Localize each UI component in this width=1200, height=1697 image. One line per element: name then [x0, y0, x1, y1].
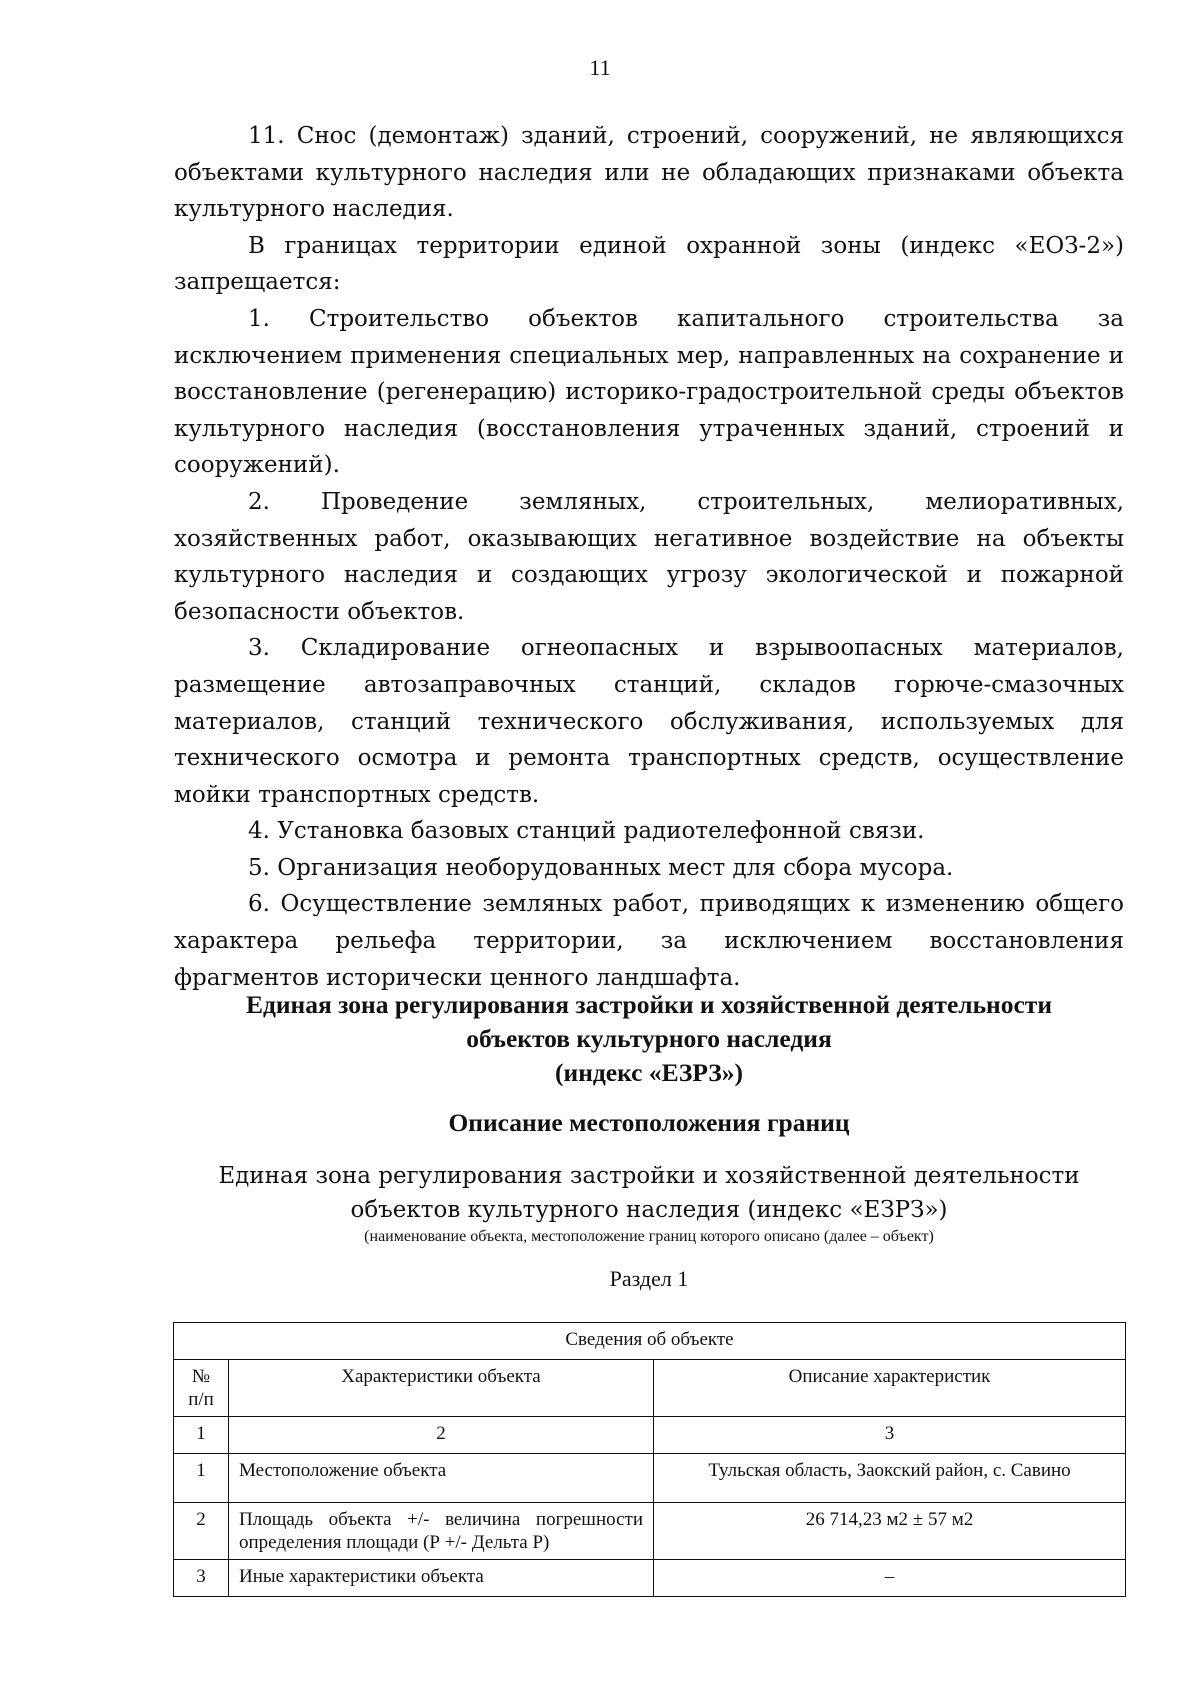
paragraph-demolition: 11. Снос (демонтаж) зданий, строений, сооружений, не являющихся объектами культурного наследия или не обладающих признаками объекта культурного наследия. [174, 123, 1124, 223]
paragraph-item-3: 3. Складирование огнеопасных и взрывоопасных материалов, размещение автозаправочных станций, складов горюче-смазочных материалов, станций технического обслуживания, используемых для технического осмотра и ремонта транспортных средств, осуществление мойки транспортных средств. [174, 635, 1124, 808]
description-heading: Описание местоположения границ [448, 1108, 850, 1137]
zone-heading-line-1: Единая зона регулирования застройки и хозяйственной деятельности [245, 990, 1053, 1019]
paragraph-item-4: 4. Установка базовых станций радиотелефонной связи. [248, 818, 925, 845]
paragraph-item-5: 5. Организация необорудованных мест для сбора мусора. [248, 854, 954, 881]
header-characteristic: Характеристики объекта [229, 1360, 654, 1417]
column-number-2: 2 [229, 1417, 654, 1454]
object-name [174, 1159, 1124, 1227]
paragraph-eoz-intro: В границах территории единой охранной зоны (индекс «ЕОЗ-2») запрещается: [174, 232, 1124, 296]
header-number: № п/п [174, 1360, 229, 1417]
row-characteristic: Иные характеристики объекта [229, 1560, 654, 1597]
object-name-line-2: объектов культурного наследия (индекс «ЕЗРЗ») [350, 1197, 948, 1223]
row-number: 1 [174, 1454, 229, 1503]
object-name-line-1: Единая зона регулирования застройки и хозяйственной деятельности [218, 1163, 1080, 1189]
paragraph-item-2: 2. Проведение земляных, строительных, мелиоративных, хозяйственных работ, оказывающих негативное воздействие на объекты культурного наследия и создающих угрозу экологической и пожарной безопасности объектов. [174, 488, 1124, 625]
column-number-3: 3 [654, 1417, 1126, 1454]
table-row [174, 1503, 1126, 1560]
row-characteristic: Площадь объекта +/- величина погрешности определения площади (Р +/- Дельта Р) [229, 1503, 654, 1560]
paragraph-item-6: 6. Осуществление земляных работ, приводящих к изменению общего характера рельефа территории, за исключением восстановления фрагментов исторически ценного ландшафта. [174, 891, 1124, 991]
table-row [174, 1560, 1126, 1597]
zone-heading-line-3: (индекс «ЕЗРЗ») [555, 1058, 743, 1087]
table-title-row [174, 1323, 1126, 1360]
table-column-numbers-row [174, 1417, 1126, 1454]
row-characteristic: Местоположение объекта [229, 1454, 654, 1503]
table-title: Сведения об объекте [174, 1323, 1126, 1360]
section-title: Раздел 1 [609, 1266, 689, 1291]
zone-heading [174, 988, 1124, 1090]
row-number: 2 [174, 1503, 229, 1560]
page-number: 11 [589, 55, 611, 80]
row-description: 26 714,23 м2 ± 57 м2 [654, 1503, 1126, 1560]
column-number-1: 1 [174, 1417, 229, 1454]
table-row [174, 1454, 1126, 1503]
body-text [174, 118, 1124, 996]
table-header-row [174, 1360, 1126, 1417]
zone-heading-line-2: объектов культурного наследия [466, 1024, 832, 1053]
row-number: 3 [174, 1560, 229, 1597]
object-caption: (наименование объекта, местоположение границ которого описано (далее – объект) [364, 1228, 934, 1245]
paragraph-item-1: 1. Строительство объектов капитального строительства за исключением применения специальных мер, направленных на сохранение и восстановление (регенерацию) историко-градостроительной среды объектов культурного наследия (восстановления утраченных зданий, строений и сооружений). [174, 305, 1124, 479]
row-description: Тульская область, Заокский район, с. Савино [654, 1454, 1126, 1503]
object-info-table [173, 1322, 1126, 1597]
row-description: – [654, 1560, 1126, 1597]
header-description: Описание характеристик [654, 1360, 1126, 1417]
